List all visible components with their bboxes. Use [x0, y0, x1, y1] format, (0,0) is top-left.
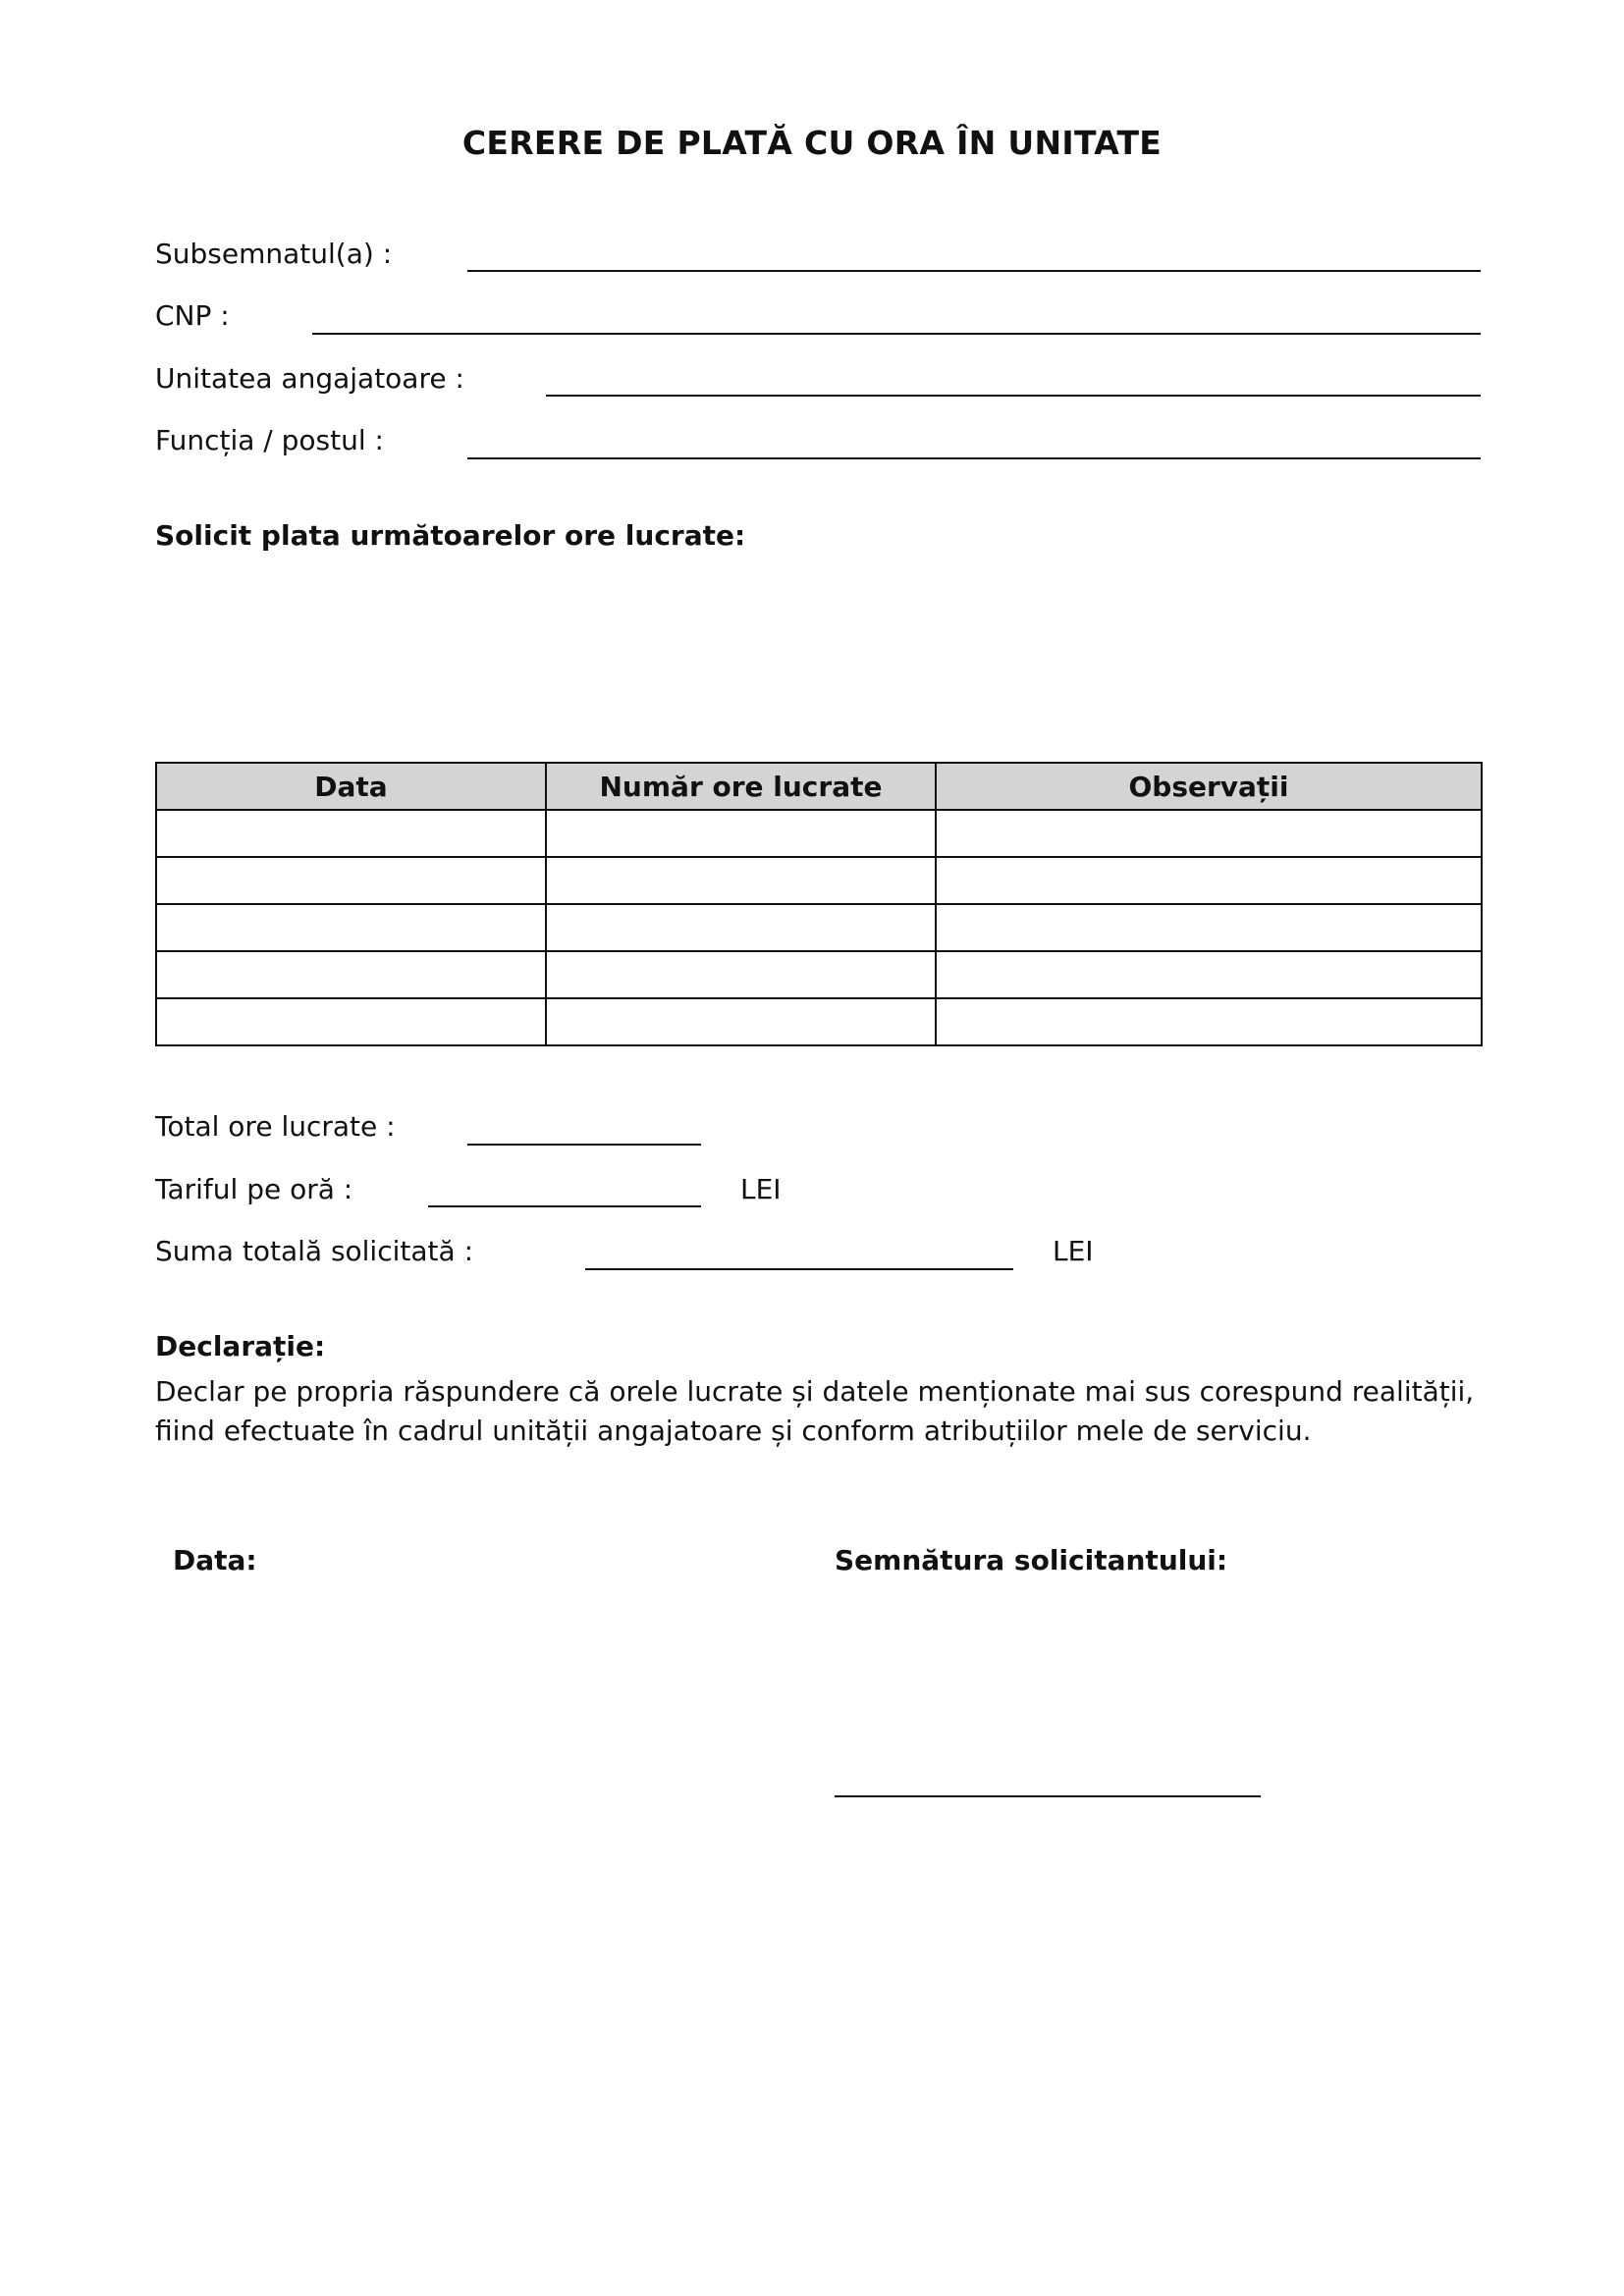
table-row [156, 951, 1482, 998]
position-field[interactable] [467, 457, 1481, 459]
hours-cell[interactable] [546, 904, 936, 951]
sum-unit: LEI [1053, 1235, 1094, 1267]
signature-line[interactable] [835, 1795, 1261, 1797]
rate-unit: LEI [740, 1173, 782, 1205]
employer-label: Unitatea angajatoare : [155, 362, 464, 395]
hours-cell[interactable] [546, 810, 936, 857]
position-label: Funcția / postul : [155, 424, 384, 456]
total-hours-field[interactable] [467, 1144, 701, 1146]
table-row [156, 998, 1482, 1045]
cnp-label: CNP : [155, 299, 230, 332]
table-row [156, 904, 1482, 951]
table-row [156, 857, 1482, 904]
date-signature-label: Data: [173, 1544, 257, 1576]
table-header-row [156, 763, 1482, 810]
employer-field[interactable] [546, 395, 1481, 397]
rate-label: Tariful pe oră : [155, 1173, 353, 1205]
signature-label: Semnătura solicitantului: [835, 1544, 1228, 1576]
date-cell[interactable] [156, 998, 546, 1045]
request-heading: Solicit plata următoarelor ore lucrate: [155, 519, 746, 552]
declaration-text: Declar pe propria răspundere că orele lucrate și datele menționate mai sus corespund realității, fiind efectuate în cadrul unității angajatoare și conform atribuțiilor mele de serviciu. [155, 1375, 1475, 1447]
total-hours-label: Total ore lucrate : [155, 1110, 396, 1143]
date-cell[interactable] [156, 904, 546, 951]
cnp-field[interactable] [312, 333, 1481, 335]
hours-cell[interactable] [546, 998, 936, 1045]
date-cell[interactable] [156, 951, 546, 998]
header-hours: Număr ore lucrate [546, 763, 936, 810]
document-title: CERERE DE PLATĂ CU ORA ÎN UNITATE [461, 124, 1163, 162]
sum-field[interactable] [585, 1268, 1013, 1270]
observations-cell[interactable] [936, 951, 1482, 998]
observations-cell[interactable] [936, 857, 1482, 904]
date-cell[interactable] [156, 810, 546, 857]
observations-cell[interactable] [936, 810, 1482, 857]
name-field[interactable] [467, 270, 1481, 272]
sum-label: Suma totală solicitată : [155, 1235, 473, 1267]
hours-table [155, 762, 1483, 1046]
observations-cell[interactable] [936, 998, 1482, 1045]
header-observations: Observații [936, 763, 1482, 810]
header-date: Data [156, 763, 546, 810]
declaration-heading: Declarație: [155, 1330, 326, 1362]
name-label: Subsemnatul(a) : [155, 238, 393, 270]
rate-field[interactable] [428, 1205, 701, 1207]
hours-cell[interactable] [546, 857, 936, 904]
hours-cell[interactable] [546, 951, 936, 998]
table-row [156, 810, 1482, 857]
observations-cell[interactable] [936, 904, 1482, 951]
date-cell[interactable] [156, 857, 546, 904]
